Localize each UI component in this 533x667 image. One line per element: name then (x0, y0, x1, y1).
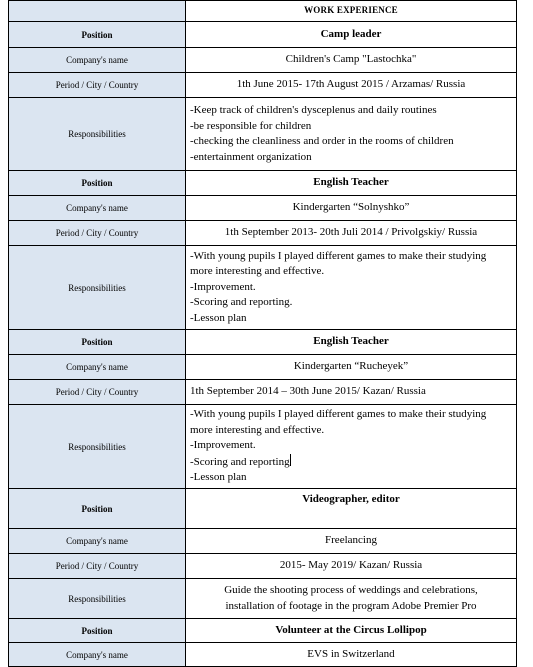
responsibilities-label: Responsibilities (8, 405, 186, 489)
text-cursor-icon (290, 454, 291, 466)
job1-period-row (8, 73, 517, 98)
responsibilities-label: Responsibilities (8, 579, 186, 619)
job3-period-row (8, 380, 517, 405)
job4-company-row (8, 529, 517, 554)
job5-company: EVS in Switzerland (186, 643, 517, 667)
period-label: Period / City / Country (8, 73, 186, 98)
position-label: Position (8, 330, 186, 355)
job1-resp-line-4: -entertainment organization (190, 150, 312, 163)
job1-company: Children's Camp "Lastochka" (186, 48, 517, 73)
work-experience-table (8, 0, 517, 667)
company-label: Company's name (8, 196, 186, 221)
job2-company-row (8, 196, 517, 221)
job1-responsibilities (186, 98, 517, 171)
job4-responsibilities-row (8, 579, 517, 619)
job1-position: Camp leader (186, 22, 517, 48)
job2-position: English Teacher (186, 171, 517, 196)
job4-period: 2015- May 2019/ Kazan/ Russia (186, 554, 517, 579)
responsibilities-label: Responsibilities (8, 246, 186, 330)
job3-resp-line-5: -Lesson plan (190, 471, 247, 484)
job1-company-row (8, 48, 517, 73)
job3-resp-line-4-text: -Scoring and reporting (190, 455, 290, 468)
position-label: Position (8, 22, 186, 48)
company-label: Company's name (8, 355, 186, 380)
job2-resp-line-5: -Lesson plan (190, 311, 247, 324)
job3-position-row (8, 330, 517, 355)
job1-period: 1th June 2015- 17th August 2015 / Arzamas/ Russia (186, 73, 517, 98)
period-label: Period / City / Country (8, 554, 186, 579)
table-header-row (8, 0, 517, 22)
section-title: WORK EXPERIENCE (186, 0, 517, 22)
job4-position-row (8, 489, 517, 529)
job1-resp-line-2: -be responsible for children (190, 119, 312, 132)
job3-responsibilities (186, 405, 517, 489)
job2-responsibilities (186, 246, 517, 330)
job3-resp-line-1: -With young pupils I played different games to make their studying (190, 408, 487, 421)
job3-resp-line-3: -Improvement. (190, 439, 256, 452)
job2-resp-line-4: -Scoring and reporting. (190, 296, 293, 309)
job2-resp-line-2: more interesting and effective. (190, 265, 325, 278)
job1-resp-line-1: -Keep track of children's dysceplenus and daily routines (190, 104, 437, 116)
job3-company: Kindergarten “Rucheyek” (186, 355, 517, 380)
job3-resp-line-4 (190, 454, 486, 471)
job2-period-row (8, 221, 517, 246)
job4-period-row (8, 554, 517, 579)
company-label: Company's name (8, 643, 186, 667)
job3-period: 1th September 2014 – 30th June 2015/ Kazan/ Russia (186, 380, 517, 405)
job5-company-row (8, 643, 517, 667)
period-label: Period / City / Country (8, 380, 186, 405)
header-blank-cell (8, 0, 186, 22)
company-label: Company's name (8, 48, 186, 73)
job3-position: English Teacher (186, 330, 517, 355)
position-label: Position (8, 619, 186, 643)
responsibilities-label: Responsibilities (8, 98, 186, 171)
job1-resp-line-3: -checking the cleanliness and order in the rooms of children (190, 135, 454, 147)
job3-company-row (8, 355, 517, 380)
job4-company: Freelancing (186, 529, 517, 554)
job2-company: Kindergarten “Solnyshko” (186, 196, 517, 221)
job2-position-row (8, 171, 517, 196)
job5-position: Volunteer at the Circus Lollipop (186, 619, 517, 643)
job1-responsibilities-row (8, 98, 517, 171)
job1-position-row (8, 22, 517, 48)
job2-responsibilities-row (8, 246, 517, 330)
job2-period: 1th September 2013- 20th Juli 2014 / Privolgskiy/ Russia (186, 221, 517, 246)
job2-resp-line-1: -With young pupils I played different games to make their studying (190, 249, 487, 262)
period-label: Period / City / Country (8, 221, 186, 246)
job4-responsibilities (186, 579, 517, 619)
company-label: Company's name (8, 529, 186, 554)
position-label: Position (8, 171, 186, 196)
job3-resp-line-2: more interesting and effective. (190, 423, 325, 436)
job2-resp-line-3: -Improvement. (190, 280, 256, 293)
job4-resp-line-2: installation of footage in the program Adobe Premier Pro (225, 599, 477, 612)
job4-position: Videographer, editor (186, 489, 517, 529)
job4-resp-line-1: Guide the shooting process of weddings and celebrations, (224, 584, 478, 596)
position-label: Position (8, 489, 186, 529)
job3-responsibilities-row (8, 405, 517, 489)
job5-position-row (8, 619, 517, 643)
